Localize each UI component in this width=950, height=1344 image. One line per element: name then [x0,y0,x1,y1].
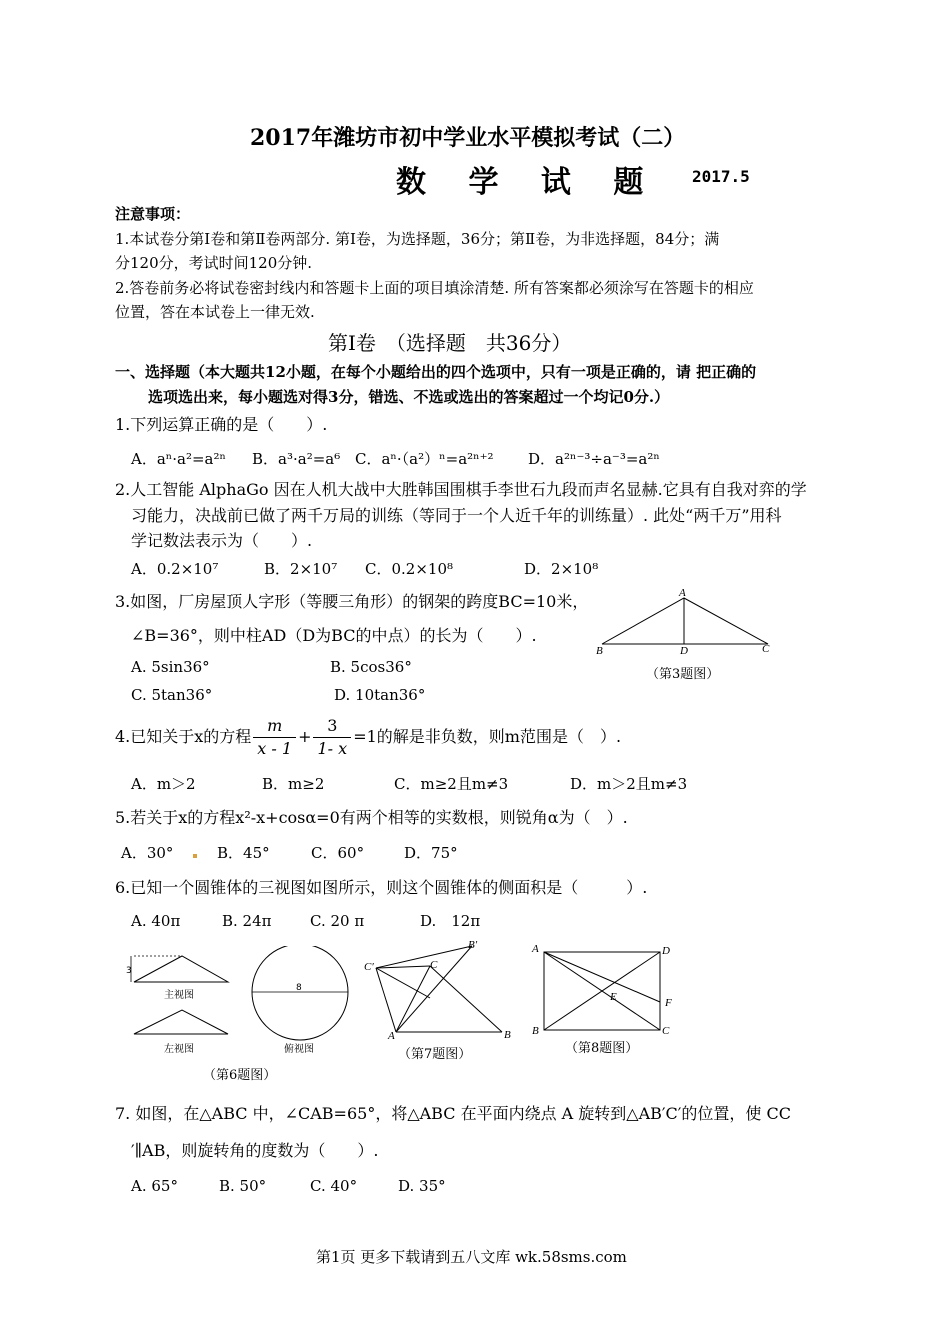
subject-title: 数 学 试 题 [396,165,660,200]
question-4-pre: 4.已知关于x的方程 [115,727,252,746]
label-front-view: 主视图 [164,990,194,1001]
question-2-option-c: C．0.2×10⁸ [365,560,454,578]
question-4-option-b: B．m≥2 [262,775,325,793]
question-7-option-b: B. 50° [219,1177,267,1195]
fraction-1-numerator: m [253,715,296,738]
notice-line: 1.本试卷分第Ⅰ卷和第Ⅱ卷两部分. 第Ⅰ卷，为选择题，36分；第Ⅱ卷，为非选择题，84分；满 [115,230,720,248]
figure-7-label: C′ [364,961,374,973]
dimension-8: 8 [296,983,302,993]
question-4-option-d: D．m＞2且m≠3 [570,775,688,793]
question-2-option-d: D．2×10⁸ [524,560,599,578]
question-6-stem: 6.已知一个圆锥体的三视图如图所示，则这个圆锥体的侧面积是（ ）. [115,878,648,897]
question-7-option-a: A. 65° [131,1177,178,1195]
question-4-option-c: C．m≥2且m≠3 [394,775,509,793]
figure-8-label: E [610,991,617,1003]
notice-heading: 注意事项： [115,205,191,223]
question-6-option-b: B. 24π [222,912,272,930]
question-1-option-b: B．a³·a²=a⁶ [252,450,341,468]
section-instruction: 选项选出来，每小题选对得3分，错选、不选或选出的答案超过一个均记0分.） [148,388,670,406]
fraction-2-numerator: 3 [313,715,351,738]
figure-8-label: C [662,1025,670,1037]
question-4-option-a: A．m＞2 [131,775,196,793]
fraction-1-denominator: x - 1 [257,738,293,758]
question-3-option-c: C. 5tan36° [131,686,213,704]
figure-8-label: B [532,1025,539,1037]
stray-dot [193,854,197,858]
question-6-option-d: D. 12π [420,912,481,930]
question-2-option-b: B．2×10⁷ [264,560,338,578]
question-1-stem: 1.下列运算正确的是（ ）. [115,415,328,434]
question-3-option-b: B. 5cos36° [330,658,412,676]
question-3-option-d: D. 10tan36° [334,686,426,704]
question-5-stem: 5.若关于x的方程x²-x+cosα=0有两个相等的实数根，则锐角α为（ ）. [115,808,628,827]
figure-3-label: A [679,588,686,599]
figure-3-label: D [680,645,688,657]
figure-3-label: B [596,645,603,657]
question-5-option-c: C．60° [311,844,365,862]
figure-7-label: C [430,959,438,971]
figure-7-rotation [362,938,518,1040]
question-2-line: 学记数法表示为（ ）. [131,531,313,550]
question-5-option-a: A．30° [121,844,174,862]
question-3-line: 3.如图，厂房屋顶人字形（等腰三角形）的钢架的跨度BC=10米， [115,592,589,611]
label-left-view: 左视图 [164,1044,194,1055]
question-3-line: ∠B=36°，则中柱AD（D为BC的中点）的长为（ ）. [131,626,537,645]
figure-7-label: B′ [468,939,478,951]
figure-3-label: C [762,643,770,655]
question-7-option-d: D. 35° [398,1177,446,1195]
figure-8-caption: （第8题图） [565,1041,639,1056]
question-2-line: 习能力，决战前已做了两千万局的训练（等同于一个人近千年的训练量）. 此处“两千万”用科 [131,506,782,525]
figure-7-label: B [504,1029,511,1040]
section-instruction: 一、选择题（本大题共12小题，在每个小题给出的四个选项中，只有一项是正确的，请 把正确的 [115,363,757,381]
label-top-view: 俯视图 [284,1044,314,1055]
figure-8-rectangle [528,938,684,1040]
figure-3-caption: （第3题图） [646,667,720,682]
question-4-stem [115,712,621,762]
question-5-option-d: D．75° [404,844,458,862]
section-title: 第Ⅰ卷 （选择题 共36分） [328,331,572,355]
fraction-2-denominator: 1- x [317,738,348,758]
exam-title: 2017年潍坊市初中学业水平模拟考试（二） [250,125,686,151]
question-2-line: 2.人工智能 AlphaGo 因在人机大战中大胜韩国围棋手李世石九段而声名显赫.它具有自我对弈的学 [115,480,807,499]
notice-line: 分120分，考试时间120分钟. [115,254,313,272]
exam-date: 2017.5 [692,167,750,186]
question-2-option-a: A．0.2×10⁷ [131,560,219,578]
question-1-option-c: C．aⁿ·（a²）ⁿ=a²ⁿ⁺² [355,450,494,468]
figure-7-caption: （第7题图） [398,1047,472,1062]
question-7-option-c: C. 40° [310,1177,358,1195]
figure-8-label: A [532,943,539,955]
question-1-option-d: D．a²ⁿ⁻³÷a⁻³=a²ⁿ [528,450,660,468]
fraction-2 [313,715,351,760]
question-5-option-b: B．45° [217,844,270,862]
notice-line: 2.答卷前务必将试卷密封线内和答题卡上面的项目填涂清楚. 所有答案都必须涂写在答题卡的相应 [115,279,754,297]
notice-line: 位置，答在本试卷上一律无效. [115,303,315,321]
figure-8-label: F [665,997,672,1009]
dimension-3: 3 [126,966,132,976]
figure-3-truss [592,588,782,662]
plus-sign: + [298,727,312,746]
question-6-option-a: A. 40π [131,912,181,930]
figure-6-caption: （第6题图） [203,1068,277,1083]
question-1-option-a: A．aⁿ·a²=a²ⁿ [131,450,227,468]
figure-7-label: A [388,1030,395,1040]
question-6-option-c: C. 20 π [310,912,365,930]
question-7-line: 7. 如图，在△ABC 中，∠CAB=65°，将△ABC 在平面内绕点 A 旋转到△AB′C′的位置，使 CC [115,1104,791,1123]
page-footer: 第1页 更多下载请到五八文库 wk.58sms.com [316,1248,627,1266]
figure-8-label: D [662,945,670,957]
question-7-line: ′∥AB，则旋转角的度数为（ ）. [131,1141,379,1160]
question-4-post: =1的解是非负数，则m范围是（ ）. [353,727,622,746]
fraction-1 [253,715,296,760]
question-3-option-a: A. 5sin36° [131,658,210,676]
figure-6-three-views [124,946,356,1058]
